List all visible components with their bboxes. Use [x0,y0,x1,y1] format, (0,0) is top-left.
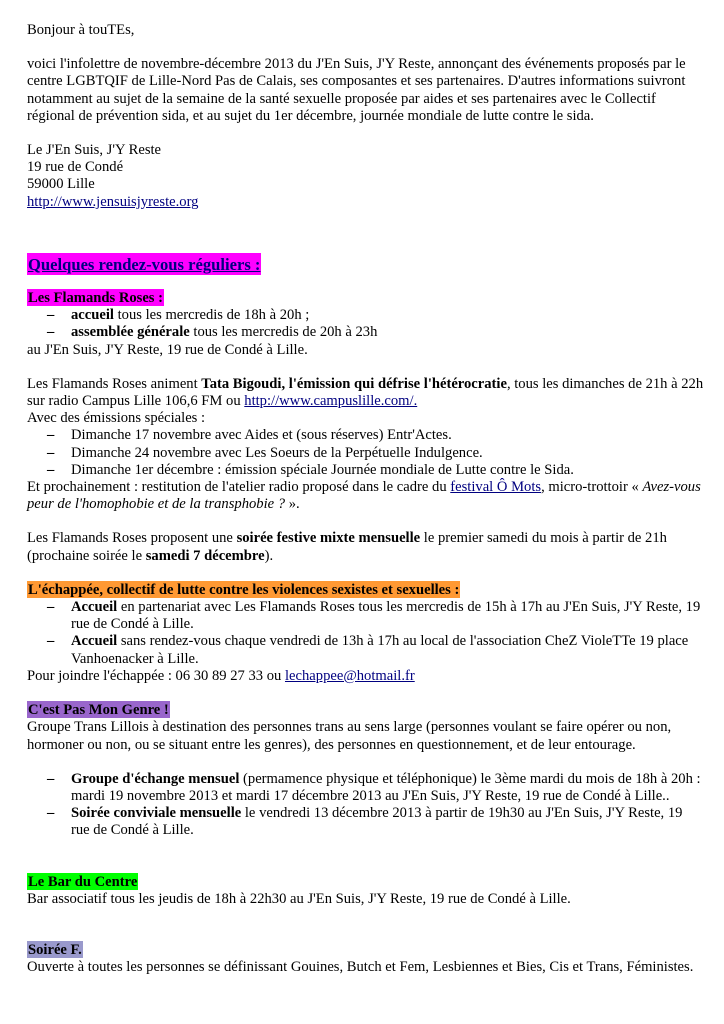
address-street: 19 rue de Condé [27,159,124,176]
list-item: – Groupe d'échange mensuel (permamence physique et téléphonique) le 3ème mardi du mois de 18h à 20h : mardi 19 novembre 2013 et mardi 17 décembre 2013 au J'En Suis, J'Y Reste, 19 rue de Condé à Lille.. [71,771,704,805]
list-item: – Dimanche 1er décembre : émission spéciale Journée mondiale de Lutte contre le Sida. [71,462,704,479]
soiree-f-description: Ouverte à toutes les personnes se définissant Gouines, Butch et Fem, Lesbiennes et Bies, Cis et Trans, Féministes. [27,959,694,976]
next-paragraph: Et prochainement : restitution de l'atelier radio proposé dans le cadre du festival Ô Mots, micro-trottoir « Avez-vous peur de l'homophobie et de la transphobie ? ». [27,479,701,513]
echappee-heading: L'échappée, collectif de lutte contre les violences sexistes et sexuelles : [28,581,460,598]
flamands-schedule-list [27,307,704,341]
specials-list [27,427,704,479]
address-name: Le J'En Suis, J'Y Reste [27,142,162,159]
list-item: – Accueil sans rendez-vous chaque vendredi de 13h à 17h au local de l'association CheZ VioleTTe 19 place Vanhoenacker à Lille. [71,633,704,667]
soiree-f-heading: Soirée F. [28,941,82,958]
flamands-roses-heading: Les Flamands Roses : [28,290,163,307]
flamands-location: au J'En Suis, J'Y Reste, 19 rue de Condé à Lille. [27,341,308,358]
address-block [27,142,704,211]
genre-list [27,771,704,840]
echappee-list [27,599,704,668]
address-city: 59000 Lille [27,176,95,193]
list-item: – Dimanche 17 novembre avec Aides et (sous réserves) Entr'Actes. [71,427,704,444]
specials-intro: Avec des émissions spéciales : [27,410,206,427]
festival-link[interactable]: festival Ô Mots [450,479,542,496]
bar-description: Bar associatif tous les jeudis de 18h à 22h30 au J'En Suis, J'Y Reste, 19 rue de Condé à Lille. [27,890,571,907]
list-item: – accueil tous les mercredis de 18h à 20h ; [71,307,704,324]
echappee-email-link[interactable]: lechappee@hotmail.fr [284,667,415,684]
campus-lille-link[interactable]: http://www.campuslille.com/. [244,393,418,410]
genre-description: Groupe Trans Lillois à destination des personnes trans au sens large (personnes voulant se faire opérer ou non, hormoner ou non, ou se situant entre les genres), des personnes en questionnement, et de leur entourage. [27,719,672,753]
radio-paragraph: Les Flamands Roses animent Tata Bigoudi, l'émission qui défrise l'hétérocratie, tous les dimanches de 21h à 22h sur radio Campus Lille 106,6 FM ou http://www.campuslille.com/. [27,375,704,410]
list-item: – Dimanche 24 novembre avec Les Soeurs de la Perpétuelle Indulgence. [71,445,704,462]
bar-heading: Le Bar du Centre [28,873,138,890]
greeting: Bonjour à touTEs, [27,22,135,38]
list-item: – Accueil en partenariat avec Les Flamands Roses tous les mercredis de 15h à 17h au J'En Suis, J'Y Reste, 19 rue de Condé à Lille. [71,599,704,633]
genre-heading: C'est Pas Mon Genre ! [28,702,169,719]
main-heading: Quelques rendez-vous réguliers : [28,254,261,274]
echappee-contact: Pour joindre l'échappée : 06 30 89 27 33 ou lechappee@hotmail.fr [27,667,415,684]
website-link[interactable]: http://www.jensuisjyreste.org [27,193,199,210]
party-paragraph: Les Flamands Roses proposent une soirée festive mixte mensuelle le premier samedi du mois à partir de 21h (prochaine soirée le samedi 7 décembre). [27,530,667,564]
list-item: – Soirée conviviale mensuelle le vendredi 13 décembre 2013 à partir de 19h30 au J'En Suis, J'Y Reste, 19 rue de Condé à Lille. [71,805,704,839]
list-item: – assemblée générale tous les mercredis de 20h à 23h [71,324,704,341]
intro-paragraph: voici l'infolettre de novembre-décembre 2013 du J'En Suis, J'Y Reste, annonçant des événements proposés par le centre LGBTQIF de Lille-Nord Pas de Calais, ses composantes et ses partenaires. D'autres informations suivront notamment au sujet de la semaine de la santé sexuelle proposée par aides et ses partenaires avec le Collectif régional de prévention sida, et au sujet du 1er décembre, journée mondiale de lutte contre le sida. [27,56,686,124]
